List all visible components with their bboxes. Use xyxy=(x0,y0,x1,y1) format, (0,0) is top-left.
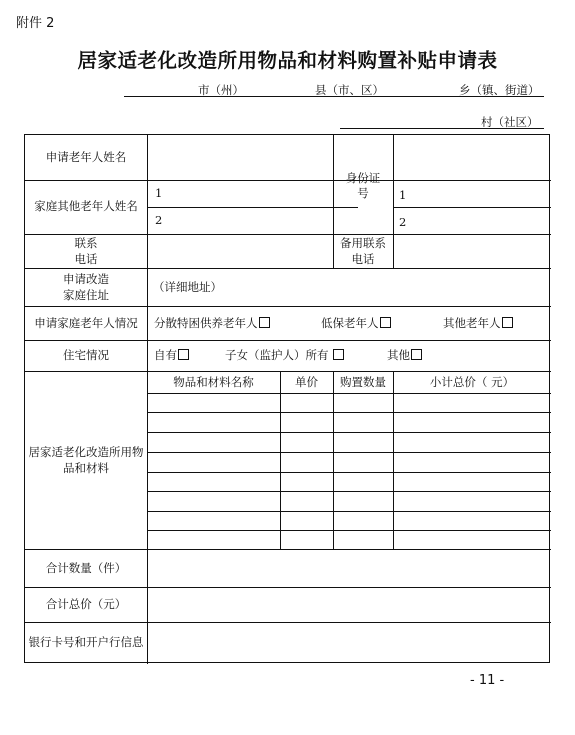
category-option-special-support[interactable]: 分散特困供养老年人 xyxy=(154,315,270,331)
item-row-divider xyxy=(147,412,551,413)
row-divider xyxy=(25,340,551,341)
attachment-label: 附件 2 xyxy=(16,16,55,31)
checkbox[interactable] xyxy=(502,317,513,328)
row-divider xyxy=(25,268,551,269)
col-divider xyxy=(147,135,148,664)
item-row-divider xyxy=(147,472,551,473)
row-divider xyxy=(25,180,551,181)
col-header-quantity: 购置数量 xyxy=(340,375,386,389)
row-divider xyxy=(25,622,551,623)
id-number-label-line1: 身份证 xyxy=(345,171,381,185)
col-header-item-name: 物品和材料名称 xyxy=(173,375,254,389)
item-row-divider xyxy=(147,530,551,531)
total-price-label: 合计总价（元） xyxy=(45,597,127,611)
item-row-divider xyxy=(147,393,551,394)
row-divider xyxy=(25,587,551,588)
elderly-category-label: 申请家庭老年人情况 xyxy=(34,316,138,330)
family-name-row-number: 1 xyxy=(155,186,163,200)
col-header-unit-price: 单价 xyxy=(295,375,318,389)
contact-phone-label-line1: 联系 xyxy=(74,236,98,250)
home-address-label-line1: 申请改造 xyxy=(63,272,109,286)
col-divider xyxy=(333,371,334,549)
checkbox[interactable] xyxy=(333,349,344,360)
total-quantity-label: 合计数量（件） xyxy=(45,561,127,575)
col-divider xyxy=(393,371,394,549)
id-number-label-line2: 号 xyxy=(357,186,369,200)
col-divider xyxy=(280,371,281,549)
row-divider xyxy=(25,371,551,372)
id-row-number: 2 xyxy=(399,215,407,229)
housing-label: 住宅情况 xyxy=(63,348,109,362)
row-divider xyxy=(147,207,358,208)
backup-phone-label-line1: 备用联系 xyxy=(340,236,386,250)
item-row-divider xyxy=(147,491,551,492)
item-row-divider xyxy=(147,432,551,433)
page-title: 居家适老化改造所用物品和材料购置补贴申请表 xyxy=(77,49,498,72)
applicant-name-label: 申请老年人姓名 xyxy=(45,150,127,164)
backup-phone-label-line2: 电话 xyxy=(351,252,375,266)
category-option-subsistence[interactable]: 低保老年人 xyxy=(321,315,391,331)
county-label: 县（市、区） xyxy=(315,83,384,97)
checkbox[interactable] xyxy=(259,317,270,328)
checkbox[interactable] xyxy=(178,349,189,360)
contact-phone-label-line2: 电话 xyxy=(74,252,98,266)
category-option-other[interactable]: 其他老年人 xyxy=(443,315,513,331)
village-label: 村（社区） xyxy=(481,115,539,129)
address-hint: （详细地址） xyxy=(153,280,222,294)
family-names-label: 家庭其他老年人姓名 xyxy=(34,199,138,213)
row-divider xyxy=(25,549,551,550)
housing-option-children[interactable]: 子女（监护人）所有 xyxy=(225,347,344,363)
items-section-label-line1: 居家适老化改造所用物 xyxy=(28,445,144,459)
col-header-subtotal: 小计总价（ 元） xyxy=(429,375,515,389)
home-address-label-line2: 家庭住址 xyxy=(63,288,109,302)
housing-option-other[interactable]: 其他 xyxy=(387,347,422,363)
family-name-row-number: 2 xyxy=(155,213,163,227)
row-divider xyxy=(393,207,551,208)
housing-option-owned[interactable]: 自有 xyxy=(154,347,189,363)
checkbox[interactable] xyxy=(411,349,422,360)
township-label: 乡（镇、街道） xyxy=(459,83,540,97)
row-divider xyxy=(25,306,551,307)
items-section-label-line2: 品和材料 xyxy=(63,461,109,475)
page-number: - 11 - xyxy=(470,673,505,688)
checkbox[interactable] xyxy=(380,317,391,328)
item-row-divider xyxy=(147,511,551,512)
bank-info-label: 银行卡号和开户行信息 xyxy=(28,635,144,649)
col-divider xyxy=(393,135,394,268)
city-label: 市（州） xyxy=(198,83,244,97)
id-row-number: 1 xyxy=(399,188,407,202)
item-row-divider xyxy=(147,452,551,453)
application-form xyxy=(24,134,550,663)
